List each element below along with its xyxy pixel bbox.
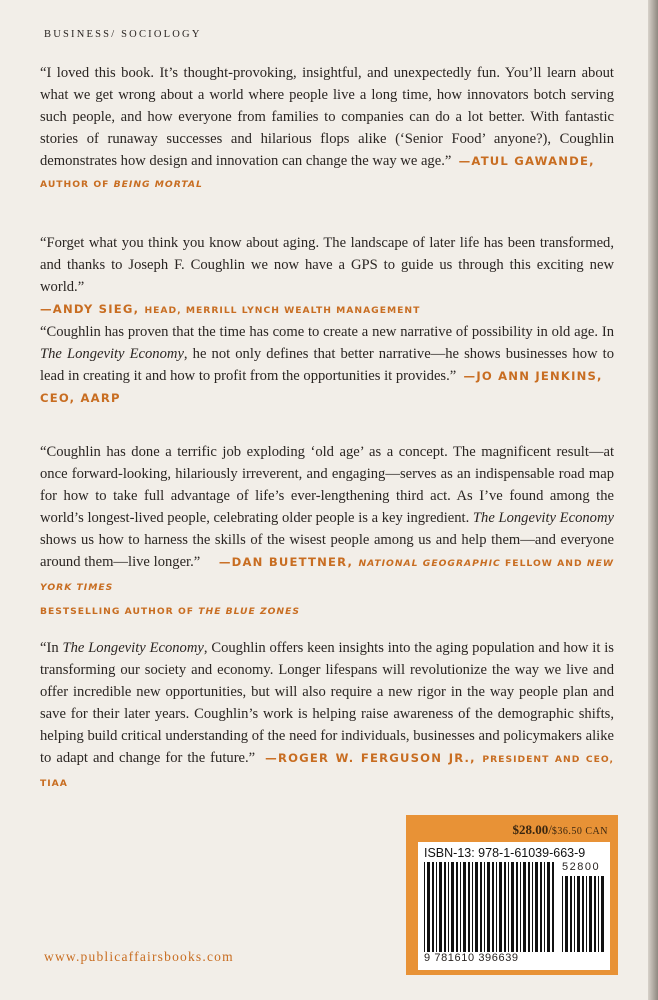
publisher-website: www.publicaffairsbooks.com — [44, 949, 234, 964]
barcode-bar — [439, 862, 442, 952]
barcode-bar — [504, 862, 506, 952]
barcode-bar — [480, 862, 482, 952]
barcode-digits: 9 781610 396639 — [424, 952, 519, 964]
barcode-bar — [562, 876, 563, 952]
blurb-sieg — [40, 232, 614, 322]
category-label: BUSINESS/ SOCIOLOGY — [44, 29, 202, 40]
barcode-bar — [484, 862, 485, 952]
barcode-bar — [516, 862, 518, 952]
barcode-bar — [492, 862, 494, 952]
cover-edge-shadow — [648, 0, 658, 1000]
barcode-panel — [418, 842, 610, 970]
quote-text: “Forget what you think you know about aging. The landscape of later life has been transformed, and thanks to Joseph F. Coughlin we now have a GPS to guide us through this exciting new world.” — [40, 235, 614, 295]
barcode-bar — [547, 862, 550, 952]
quote-text: “Coughlin has proven that the time has come to create a new narrative of possibility in old age. In The Longevity Economy, he not only defines that better narrative—he shows businesses how to lead in creating it and how to profit from the opportunities it provides.” — [40, 324, 614, 384]
isbn-barcode — [424, 862, 558, 952]
barcode-bar — [523, 862, 526, 952]
quote-credit: AUTHOR OF BEING MORTAL — [40, 179, 203, 190]
quote-author: —JO ANN JENKINS, — [463, 369, 603, 383]
barcode-bar — [463, 862, 466, 952]
isbn-text: ISBN-13: 978-1-61039-663-9 — [424, 846, 586, 860]
barcode-bar — [589, 876, 592, 952]
blurb-buettner — [40, 441, 614, 623]
quote-author-credit: —DAN BUETTNER, NATIONAL GEOGRAPHIC FELLOW AND NEW YORK TIMES — [40, 555, 614, 593]
barcode-bar — [552, 862, 554, 952]
barcode-bar — [499, 862, 502, 952]
barcode-bar — [586, 876, 587, 952]
barcode-bar — [424, 862, 425, 952]
barcode-bar — [598, 876, 599, 952]
barcode-bar — [496, 862, 497, 952]
barcode-bar — [511, 862, 514, 952]
price-addon-digits: 52800 — [562, 861, 601, 873]
barcode-bar — [594, 876, 596, 952]
barcode-bar — [427, 862, 430, 952]
price-addon-barcode — [562, 876, 604, 952]
barcode-bar — [570, 876, 572, 952]
barcode-bar — [565, 876, 568, 952]
quote-text: “Coughlin has done a terrific job exploding ‘old age’ as a concept. The magnificent result—at once forward-looking, hilariously irreverent, and engaging—serves as an indispensable road map for how to take full advantage of life’s ever-lengthening third act. As I’ve found among the world’s longest-lived people, celebrating older people is a key ingredient. The Longevity Economy shows us how to harness the skills of the wisest people among us and help them—and everyone around them—live longer.” — [40, 444, 614, 570]
blurb-gawande — [40, 62, 614, 196]
barcode-bar — [475, 862, 478, 952]
barcode-bar — [472, 862, 473, 952]
barcode-bar — [448, 862, 449, 952]
barcode-bar — [508, 862, 509, 952]
barcode-bar — [577, 876, 580, 952]
barcode-bar — [574, 876, 575, 952]
barcode-bar — [582, 876, 584, 952]
quote-author: —ATUL GAWANDE, — [458, 154, 595, 168]
barcode-bar — [520, 862, 521, 952]
quote-text: “In The Longevity Economy, Coughlin offers keen insights into the aging population and how it is transforming our society and economy. Longer lifespans will revolutionize the way we live and offer incredible new opportunities, but will also require a new rigor in the way people plan and save for their later years. Coughlin’s work is helping raise awareness of the demographic shifts, helping build critical understanding of the need for individuals, businesses and policymakers alike to adapt and change for the future.” — [40, 640, 614, 766]
barcode-bar — [432, 862, 434, 952]
blurb-jenkins — [40, 321, 614, 409]
barcode-bar — [468, 862, 470, 952]
barcode-bar — [460, 862, 461, 952]
barcode-bar — [528, 862, 530, 952]
price-barcode-box — [406, 815, 618, 975]
barcode-bar — [544, 862, 545, 952]
barcode-bar — [540, 862, 542, 952]
barcode-bar — [601, 876, 604, 952]
barcode-bar — [456, 862, 458, 952]
barcode-bar — [444, 862, 446, 952]
barcode-bar — [535, 862, 538, 952]
price-label: $28.00/$36.50 CAN — [512, 822, 608, 837]
barcode-bar — [532, 862, 533, 952]
barcode-bar — [487, 862, 490, 952]
barcode-bar — [436, 862, 437, 952]
quote-credit-line2: BESTSELLING AUTHOR OF THE BLUE ZONES — [40, 606, 301, 617]
quote-author-credit: —ROGER W. FERGUSON JR., PRESIDENT AND CEO, TIAA — [40, 751, 614, 789]
barcode-bar — [451, 862, 454, 952]
blurb-ferguson — [40, 637, 614, 795]
quote-credit: CEO, AARP — [40, 391, 121, 405]
quote-author-credit: —ANDY SIEG, HEAD, MERRILL LYNCH WEALTH MANAGEMENT — [40, 302, 421, 316]
quote-text: “I loved this book. It’s thought-provoking, insightful, and unexpectedly fun. You’ll learn about what we get wrong about a world where people live a long time, how innovators botch serving such people, and how everyone from families to companies can do a lot better. With fantastic stories of runaway successes and hilarious flops alike (‘Senior Food’ anyone?), Coughlin demonstrates how design and innovation can change the way we age.” — [40, 65, 614, 169]
